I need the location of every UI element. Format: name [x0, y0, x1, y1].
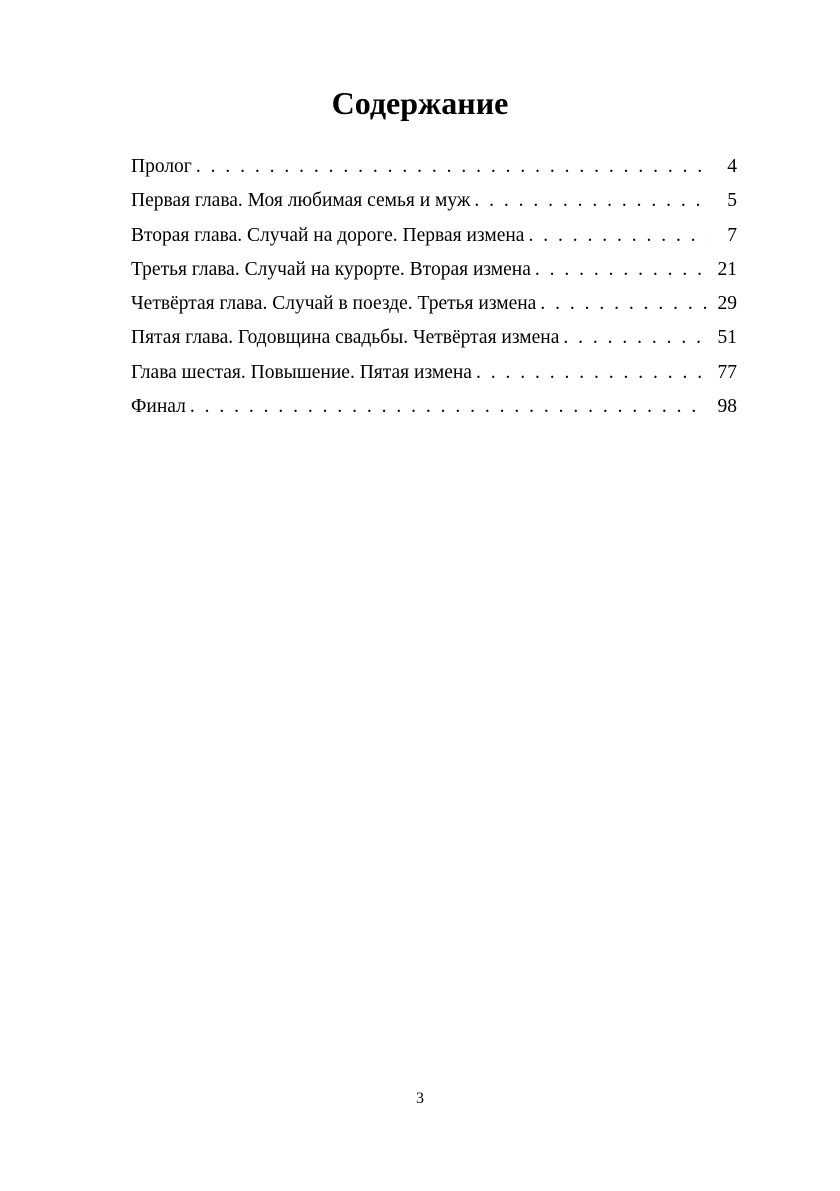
table-of-contents: [131, 150, 737, 424]
toc-entry-prologue[interactable]: [131, 150, 737, 184]
toc-dot-leader: [474, 184, 707, 218]
toc-entry-page: 21: [717, 258, 737, 280]
toc-entry-chapter-6[interactable]: [131, 356, 737, 390]
toc-dot-leader: [528, 219, 707, 253]
toc-entry-title: Пролог: [131, 156, 192, 177]
toc-entry-chapter-1[interactable]: [131, 184, 737, 218]
toc-entry-chapter-4[interactable]: [131, 287, 737, 321]
page-title: Содержание: [331, 85, 509, 121]
toc-entry-finale[interactable]: [131, 390, 737, 424]
toc-entry-title: Первая глава. Моя любимая семья и муж: [131, 190, 471, 212]
toc-entry-page: 29: [717, 293, 737, 315]
toc-entry-title: Финал: [131, 396, 186, 418]
toc-dot-leader: [540, 287, 707, 321]
page-number: 3: [416, 1090, 424, 1107]
toc-dot-leader: [563, 321, 707, 355]
toc-entry-page: 77: [717, 361, 737, 383]
toc-entry-title: Четвёртая глава. Случай в поезде. Третья измена: [131, 293, 537, 315]
toc-entry-chapter-2[interactable]: [131, 219, 737, 253]
toc-entry-title: Вторая глава. Случай на дороге. Первая измена: [131, 224, 525, 246]
toc-entry-title: Третья глава. Случай на курорте. Вторая измена: [131, 258, 531, 280]
toc-dot-leader: [535, 253, 707, 287]
toc-dot-leader: [196, 150, 707, 184]
toc-entry-chapter-3[interactable]: [131, 253, 737, 287]
toc-entry-page: 98: [717, 396, 737, 418]
toc-entry-title: Глава шестая. Повышение. Пятая измена: [131, 361, 472, 383]
toc-dot-leader: [476, 356, 707, 390]
toc-entry-title: Пятая глава. Годовщина свадьбы. Четвёртая измена: [131, 327, 560, 349]
toc-dot-leader: [190, 390, 707, 424]
toc-entry-page: 5: [727, 190, 737, 212]
toc-entry-page: 4: [727, 156, 737, 177]
toc-entry-page: 51: [717, 327, 737, 349]
toc-entry-chapter-5[interactable]: [131, 321, 737, 355]
toc-entry-page: 7: [727, 224, 737, 246]
